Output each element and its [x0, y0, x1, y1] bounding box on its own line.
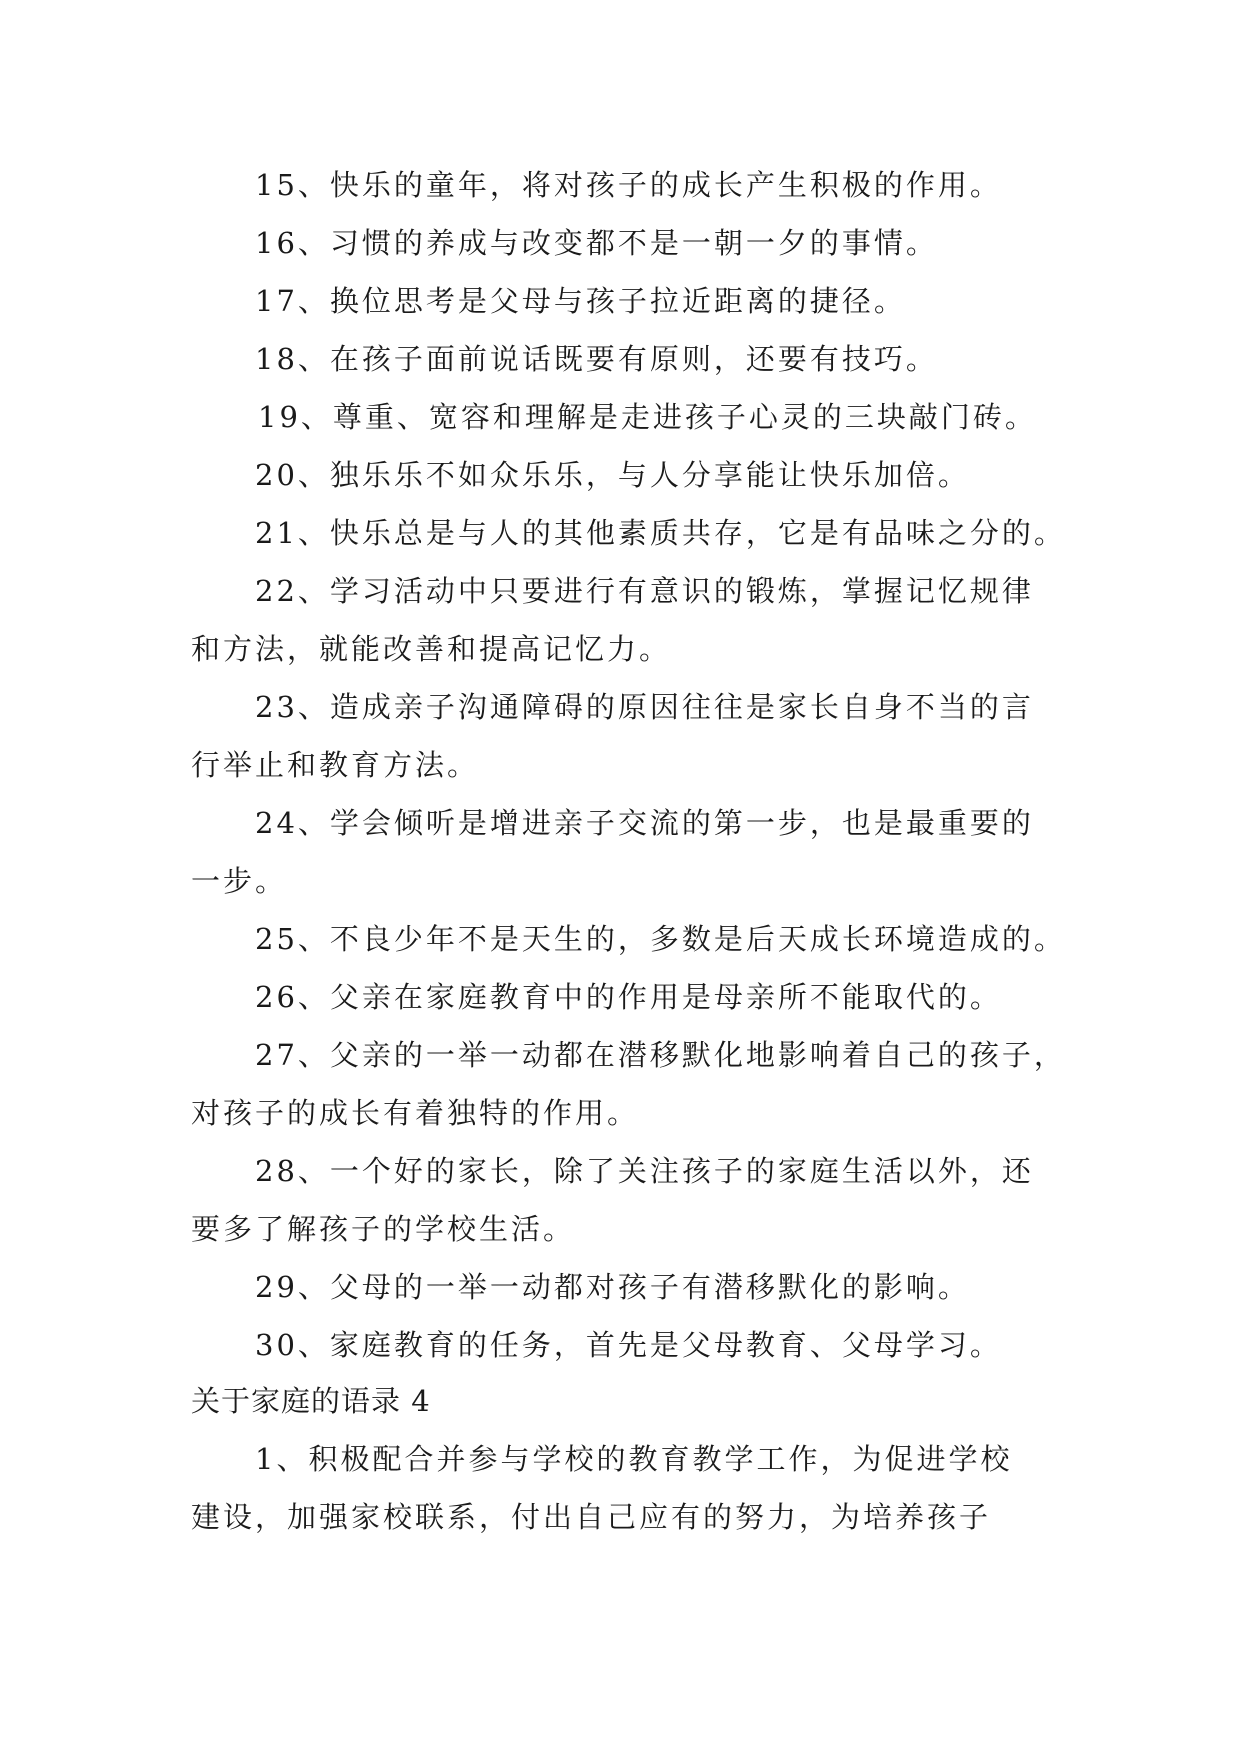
paragraph-line: 29、父母的一举一动都对孩子有潜移默化的影响。: [255, 1270, 970, 1304]
paragraph-line: 27、父亲的一举一动都在潜移默化地影响着自己的孩子，: [255, 1038, 1066, 1072]
paragraph-line: 1、积极配合并参与学校的教育教学工作，为促进学校: [255, 1442, 1013, 1476]
paragraph-line: 25、不良少年不是天生的，多数是后天成长环境造成的。: [255, 922, 1066, 956]
paragraph-line: 19、尊重、宽容和理解是走进孩子心灵的三块敲门砖。: [258, 400, 1037, 434]
paragraph-line: 16、习惯的养成与改变都不是一朝一夕的事情。: [255, 226, 938, 260]
paragraph-line: 30、家庭教育的任务，首先是父母教育、父母学习。: [255, 1328, 1002, 1362]
paragraph-line: 17、换位思考是父母与孩子拉近距离的捷径。: [255, 284, 906, 318]
section-heading: 关于家庭的语录 4: [191, 1384, 431, 1418]
paragraph-line: 18、在孩子面前说话既要有原则，还要有技巧。: [255, 342, 938, 376]
paragraph-line: 23、造成亲子沟通障碍的原因往往是家长自身不当的言: [255, 690, 1034, 724]
paragraph-line-continued: 一步。: [191, 864, 288, 898]
paragraph-line: 15、快乐的童年，将对孩子的成长产生积极的作用。: [255, 168, 1002, 202]
paragraph-line-continued: 对孩子的成长有着独特的作用。: [191, 1096, 640, 1130]
paragraph-line-continued: 和方法，就能改善和提高记忆力。: [191, 632, 672, 666]
paragraph-line: 26、父亲在家庭教育中的作用是母亲所不能取代的。: [255, 980, 1002, 1014]
paragraph-line: 22、学习活动中只要进行有意识的锻炼，掌握记忆规律: [255, 574, 1034, 608]
paragraph-line-continued: 要多了解孩子的学校生活。: [191, 1212, 576, 1246]
paragraph-line: 20、独乐乐不如众乐乐，与人分享能让快乐加倍。: [255, 458, 970, 492]
paragraph-line-continued: 建设，加强家校联系，付出自己应有的努力，为培养孩子: [191, 1500, 992, 1534]
paragraph-line-continued: 行举止和教育方法。: [191, 748, 480, 782]
paragraph-line: 21、快乐总是与人的其他素质共存，它是有品味之分的。: [255, 516, 1066, 550]
paragraph-line: 24、学会倾听是增进亲子交流的第一步，也是最重要的: [255, 806, 1034, 840]
paragraph-line: 28、一个好的家长，除了关注孩子的家庭生活以外，还: [255, 1154, 1034, 1188]
